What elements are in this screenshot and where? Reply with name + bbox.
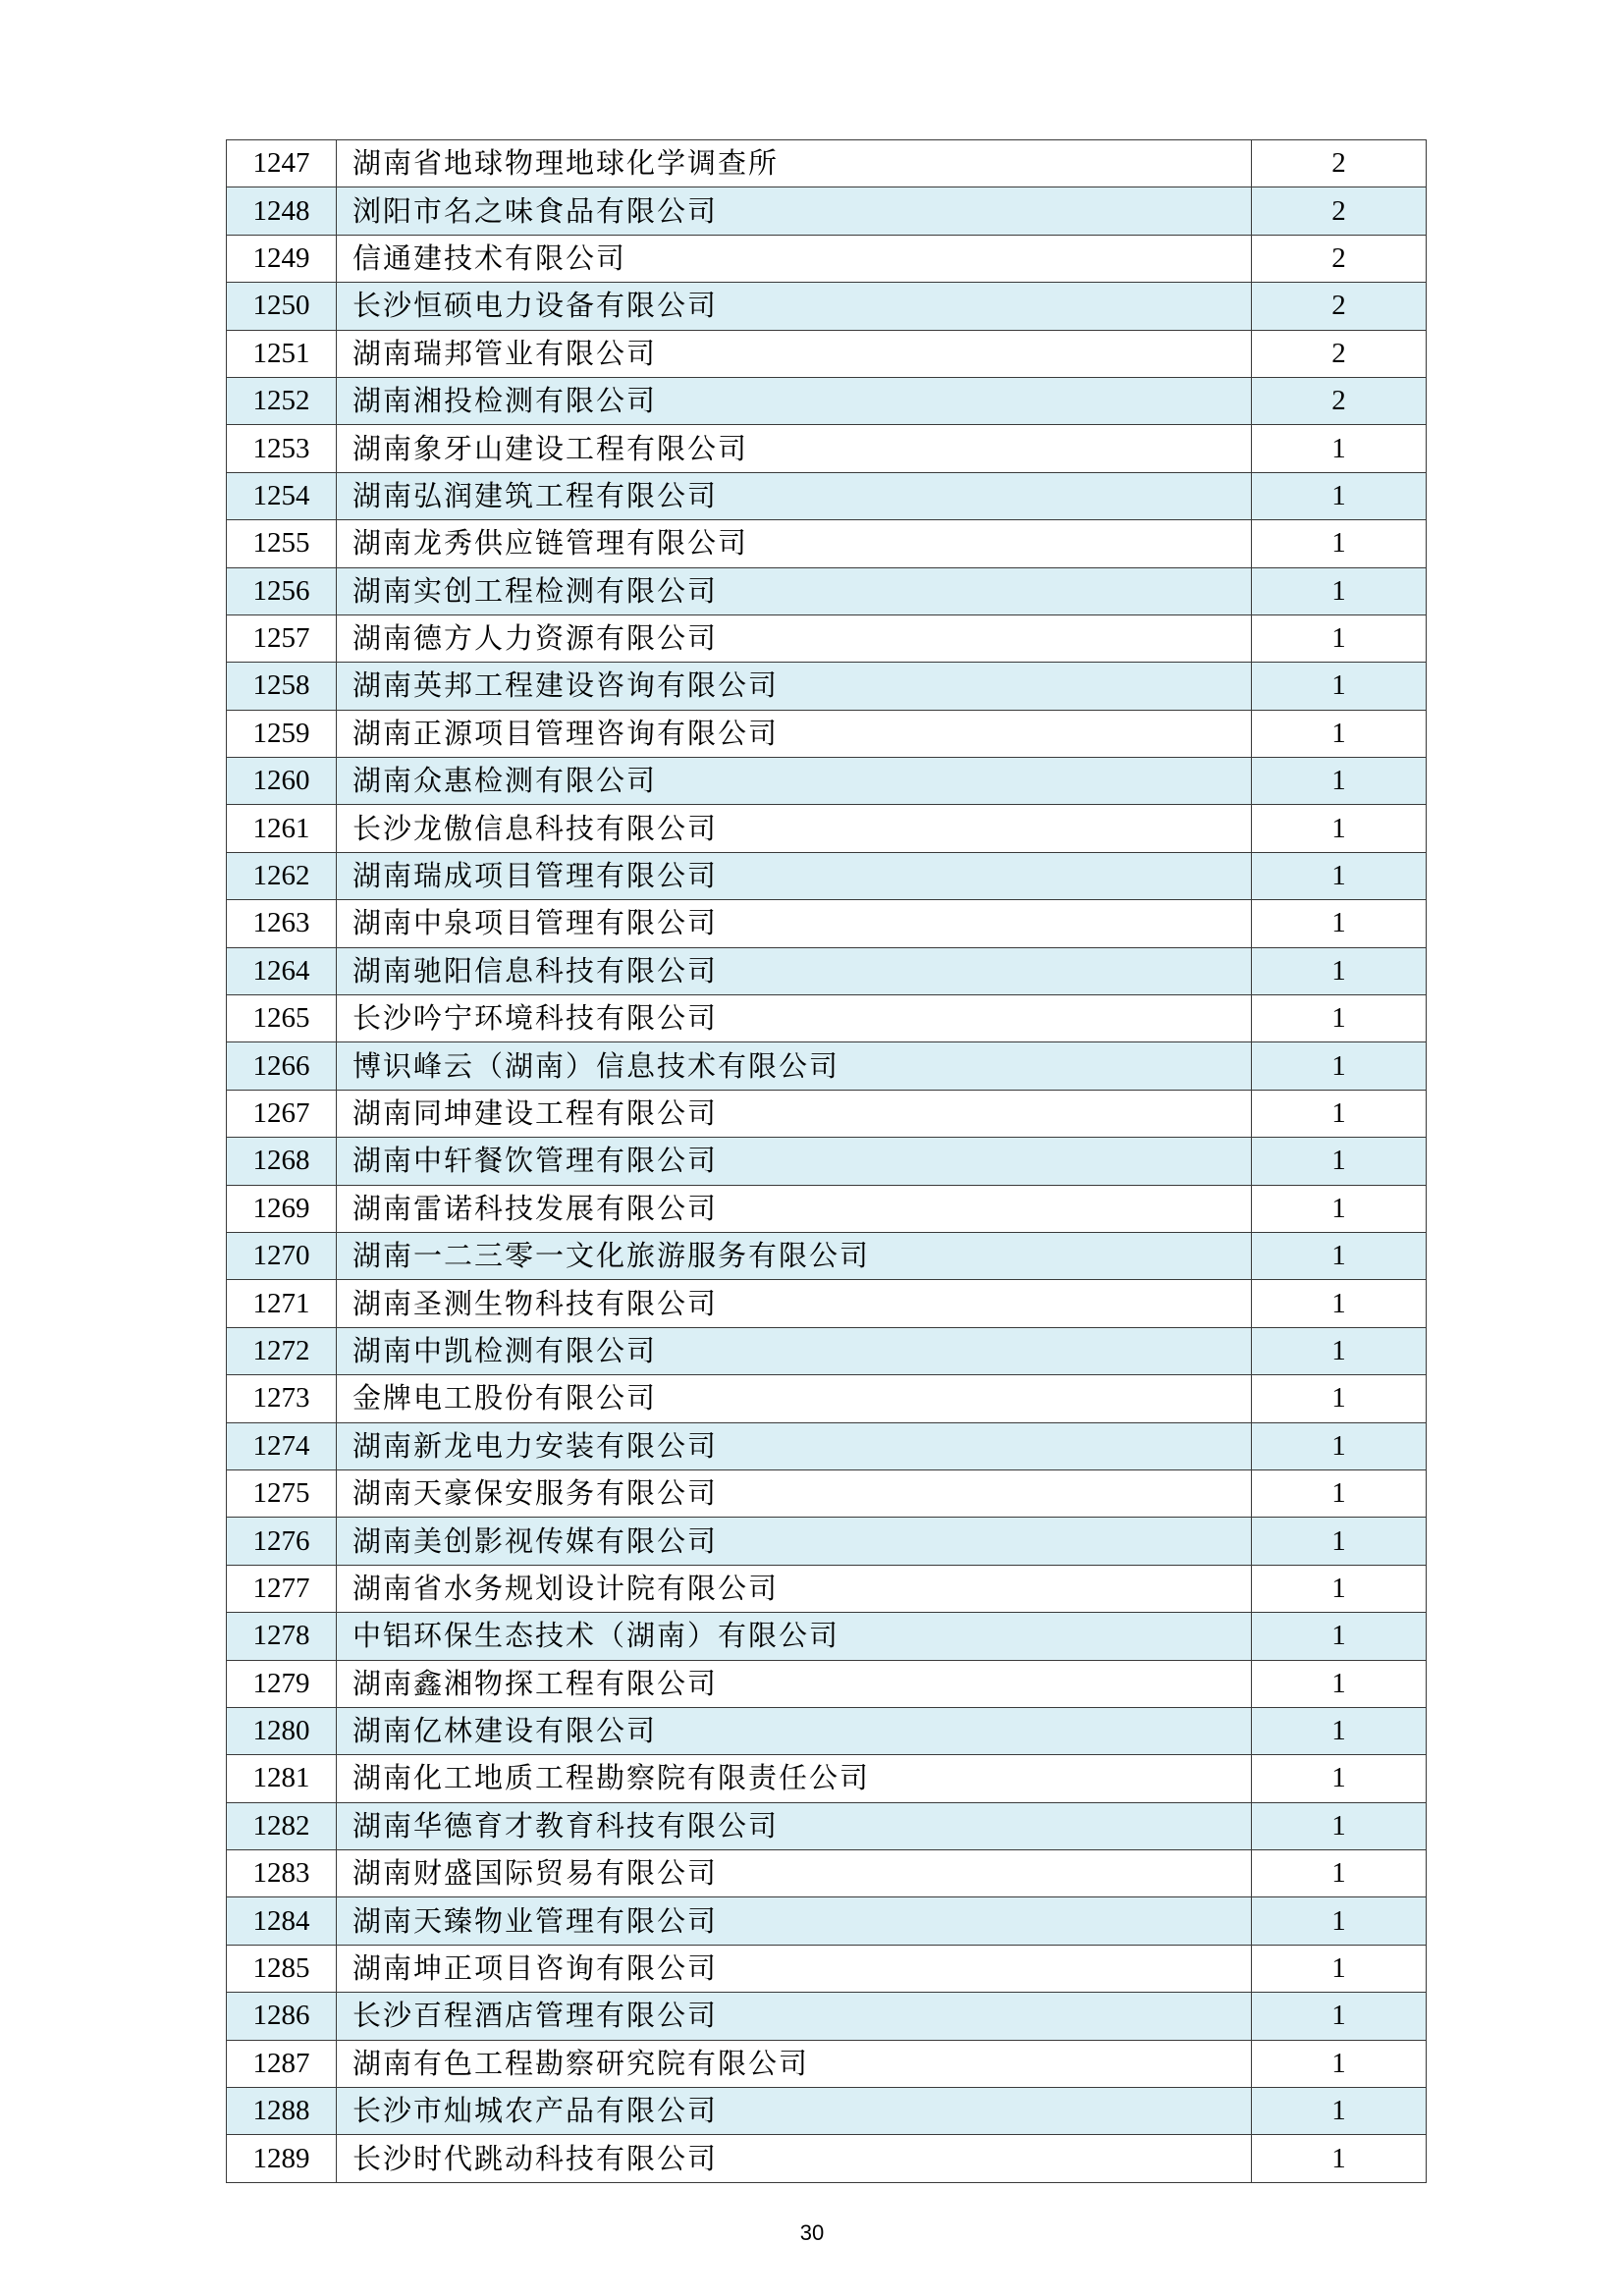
- company-name-cell: 长沙龙傲信息科技有限公司: [337, 805, 1252, 852]
- row-number-cell: 1252: [227, 377, 337, 424]
- count-cell: 1: [1252, 1469, 1427, 1517]
- table-row: [227, 1613, 1427, 1660]
- row-number-cell: 1273: [227, 1375, 337, 1422]
- table-row: [227, 520, 1427, 567]
- company-name-cell: 湖南圣测生物科技有限公司: [337, 1280, 1252, 1327]
- table-row: [227, 1850, 1427, 1897]
- company-name-cell: 长沙吟宁环境科技有限公司: [337, 995, 1252, 1042]
- row-number-cell: 1286: [227, 1993, 337, 2040]
- row-number-cell: 1268: [227, 1138, 337, 1185]
- row-number-cell: 1261: [227, 805, 337, 852]
- table-row: [227, 900, 1427, 947]
- table-row: [227, 140, 1427, 187]
- company-name-cell: 湖南正源项目管理咨询有限公司: [337, 710, 1252, 757]
- company-name-cell: 湖南中凯检测有限公司: [337, 1327, 1252, 1374]
- table-row: [227, 1280, 1427, 1327]
- count-cell: 1: [1252, 1945, 1427, 1992]
- row-number-cell: 1289: [227, 2135, 337, 2182]
- company-name-cell: 信通建技术有限公司: [337, 235, 1252, 282]
- count-cell: 2: [1252, 187, 1427, 235]
- table-row: [227, 614, 1427, 662]
- row-number-cell: 1258: [227, 663, 337, 710]
- table-row: [227, 1565, 1427, 1612]
- count-cell: 1: [1252, 567, 1427, 614]
- count-cell: 1: [1252, 1422, 1427, 1469]
- count-cell: 1: [1252, 1993, 1427, 2040]
- company-name-cell: 湖南中泉项目管理有限公司: [337, 900, 1252, 947]
- table-row: [227, 1802, 1427, 1849]
- row-number-cell: 1248: [227, 187, 337, 235]
- company-name-cell: 中铝环保生态技术（湖南）有限公司: [337, 1613, 1252, 1660]
- company-name-cell: 湖南龙秀供应链管理有限公司: [337, 520, 1252, 567]
- count-cell: 1: [1252, 995, 1427, 1042]
- table-row: [227, 330, 1427, 377]
- row-number-cell: 1266: [227, 1042, 337, 1090]
- company-name-cell: 湖南英邦工程建设咨询有限公司: [337, 663, 1252, 710]
- company-name-cell: 湖南同坤建设工程有限公司: [337, 1090, 1252, 1137]
- table-row: [227, 1945, 1427, 1992]
- row-number-cell: 1250: [227, 283, 337, 330]
- row-number-cell: 1262: [227, 852, 337, 899]
- row-number-cell: 1274: [227, 1422, 337, 1469]
- count-cell: 1: [1252, 1518, 1427, 1565]
- table-row: [227, 758, 1427, 805]
- count-cell: 1: [1252, 1327, 1427, 1374]
- table-row: [227, 947, 1427, 994]
- table-body: [227, 140, 1427, 2183]
- count-cell: 1: [1252, 1802, 1427, 1849]
- row-number-cell: 1254: [227, 472, 337, 519]
- company-name-cell: 湖南财盛国际贸易有限公司: [337, 1850, 1252, 1897]
- row-number-cell: 1285: [227, 1945, 337, 1992]
- company-name-cell: 博识峰云（湖南）信息技术有限公司: [337, 1042, 1252, 1090]
- count-cell: 1: [1252, 1660, 1427, 1707]
- count-cell: 1: [1252, 758, 1427, 805]
- company-name-cell: 湖南化工地质工程勘察院有限责任公司: [337, 1755, 1252, 1802]
- count-cell: 1: [1252, 1897, 1427, 1945]
- company-name-cell: 湖南弘润建筑工程有限公司: [337, 472, 1252, 519]
- row-number-cell: 1255: [227, 520, 337, 567]
- company-name-cell: 湖南省水务规划设计院有限公司: [337, 1565, 1252, 1612]
- row-number-cell: 1259: [227, 710, 337, 757]
- count-cell: 1: [1252, 900, 1427, 947]
- table-row: [227, 2088, 1427, 2135]
- count-cell: 1: [1252, 425, 1427, 472]
- table-row: [227, 1422, 1427, 1469]
- table-row: [227, 852, 1427, 899]
- count-cell: 1: [1252, 1042, 1427, 1090]
- row-number-cell: 1280: [227, 1707, 337, 1754]
- company-name-cell: 湖南实创工程检测有限公司: [337, 567, 1252, 614]
- count-cell: 1: [1252, 2088, 1427, 2135]
- table-row: [227, 2135, 1427, 2182]
- row-number-cell: 1260: [227, 758, 337, 805]
- table-row: [227, 377, 1427, 424]
- table-row: [227, 472, 1427, 519]
- table-row: [227, 1707, 1427, 1754]
- company-name-cell: 湖南有色工程勘察研究院有限公司: [337, 2040, 1252, 2087]
- company-name-cell: 湖南驰阳信息科技有限公司: [337, 947, 1252, 994]
- count-cell: 1: [1252, 1707, 1427, 1754]
- table-row: [227, 1090, 1427, 1137]
- company-name-cell: 湖南雷诺科技发展有限公司: [337, 1185, 1252, 1232]
- row-number-cell: 1263: [227, 900, 337, 947]
- company-name-cell: 湖南亿林建设有限公司: [337, 1707, 1252, 1754]
- count-cell: 1: [1252, 1375, 1427, 1422]
- table-row: [227, 1660, 1427, 1707]
- row-number-cell: 1257: [227, 614, 337, 662]
- row-number-cell: 1276: [227, 1518, 337, 1565]
- company-name-cell: 湖南众惠检测有限公司: [337, 758, 1252, 805]
- company-name-cell: 湖南华德育才教育科技有限公司: [337, 1802, 1252, 1849]
- company-name-cell: 浏阳市名之味食品有限公司: [337, 187, 1252, 235]
- row-number-cell: 1277: [227, 1565, 337, 1612]
- row-number-cell: 1284: [227, 1897, 337, 1945]
- count-cell: 1: [1252, 947, 1427, 994]
- table-row: [227, 187, 1427, 235]
- count-cell: 1: [1252, 520, 1427, 567]
- company-name-cell: 湖南天豪保安服务有限公司: [337, 1469, 1252, 1517]
- count-cell: 1: [1252, 1850, 1427, 1897]
- count-cell: 2: [1252, 235, 1427, 282]
- company-name-cell: 湖南省地球物理地球化学调查所: [337, 140, 1252, 187]
- row-number-cell: 1283: [227, 1850, 337, 1897]
- count-cell: 1: [1252, 805, 1427, 852]
- row-number-cell: 1269: [227, 1185, 337, 1232]
- count-cell: 1: [1252, 1565, 1427, 1612]
- row-number-cell: 1256: [227, 567, 337, 614]
- row-number-cell: 1247: [227, 140, 337, 187]
- table-row: [227, 1042, 1427, 1090]
- table-row: [227, 567, 1427, 614]
- table-row: [227, 1185, 1427, 1232]
- count-cell: 1: [1252, 1755, 1427, 1802]
- company-name-cell: 湖南瑞成项目管理有限公司: [337, 852, 1252, 899]
- table-row: [227, 235, 1427, 282]
- table-row: [227, 425, 1427, 472]
- company-name-cell: 长沙恒硕电力设备有限公司: [337, 283, 1252, 330]
- table-row: [227, 1232, 1427, 1279]
- table-row: [227, 995, 1427, 1042]
- count-cell: 1: [1252, 710, 1427, 757]
- table-row: [227, 1327, 1427, 1374]
- row-number-cell: 1265: [227, 995, 337, 1042]
- company-name-cell: 长沙市灿城农产品有限公司: [337, 2088, 1252, 2135]
- count-cell: 1: [1252, 472, 1427, 519]
- company-name-cell: 湖南中轩餐饮管理有限公司: [337, 1138, 1252, 1185]
- count-cell: 1: [1252, 2135, 1427, 2182]
- count-cell: 2: [1252, 283, 1427, 330]
- table-row: [227, 710, 1427, 757]
- company-name-cell: 湖南湘投检测有限公司: [337, 377, 1252, 424]
- row-number-cell: 1267: [227, 1090, 337, 1137]
- row-number-cell: 1278: [227, 1613, 337, 1660]
- page-number: 30: [799, 2220, 825, 2245]
- row-number-cell: 1287: [227, 2040, 337, 2087]
- row-number-cell: 1253: [227, 425, 337, 472]
- table-row: [227, 1469, 1427, 1517]
- table-row: [227, 805, 1427, 852]
- table-row: [227, 1518, 1427, 1565]
- company-name-cell: 长沙时代跳动科技有限公司: [337, 2135, 1252, 2182]
- row-number-cell: 1272: [227, 1327, 337, 1374]
- company-name-cell: 湖南美创影视传媒有限公司: [337, 1518, 1252, 1565]
- table-row: [227, 1993, 1427, 2040]
- company-table: [226, 139, 1427, 2183]
- table-row: [227, 1755, 1427, 1802]
- company-name-cell: 金牌电工股份有限公司: [337, 1375, 1252, 1422]
- company-name-cell: 湖南新龙电力安装有限公司: [337, 1422, 1252, 1469]
- table-row: [227, 1897, 1427, 1945]
- count-cell: 1: [1252, 1138, 1427, 1185]
- count-cell: 1: [1252, 1090, 1427, 1137]
- company-name-cell: 湖南坤正项目咨询有限公司: [337, 1945, 1252, 1992]
- row-number-cell: 1281: [227, 1755, 337, 1802]
- count-cell: 1: [1252, 2040, 1427, 2087]
- count-cell: 1: [1252, 663, 1427, 710]
- table-row: [227, 1375, 1427, 1422]
- count-cell: 1: [1252, 614, 1427, 662]
- table-row: [227, 1138, 1427, 1185]
- row-number-cell: 1249: [227, 235, 337, 282]
- count-cell: 2: [1252, 330, 1427, 377]
- count-cell: 1: [1252, 1185, 1427, 1232]
- company-name-cell: 湖南一二三零一文化旅游服务有限公司: [337, 1232, 1252, 1279]
- company-name-cell: 湖南德方人力资源有限公司: [337, 614, 1252, 662]
- row-number-cell: 1279: [227, 1660, 337, 1707]
- row-number-cell: 1251: [227, 330, 337, 377]
- table-row: [227, 283, 1427, 330]
- row-number-cell: 1282: [227, 1802, 337, 1849]
- company-name-cell: 长沙百程酒店管理有限公司: [337, 1993, 1252, 2040]
- row-number-cell: 1264: [227, 947, 337, 994]
- company-name-cell: 湖南鑫湘物探工程有限公司: [337, 1660, 1252, 1707]
- company-name-cell: 湖南瑞邦管业有限公司: [337, 330, 1252, 377]
- count-cell: 2: [1252, 377, 1427, 424]
- company-name-cell: 湖南天臻物业管理有限公司: [337, 1897, 1252, 1945]
- count-cell: 1: [1252, 1232, 1427, 1279]
- row-number-cell: 1275: [227, 1469, 337, 1517]
- table-row: [227, 663, 1427, 710]
- count-cell: 1: [1252, 1280, 1427, 1327]
- row-number-cell: 1271: [227, 1280, 337, 1327]
- table-row: [227, 2040, 1427, 2087]
- row-number-cell: 1270: [227, 1232, 337, 1279]
- count-cell: 1: [1252, 1613, 1427, 1660]
- row-number-cell: 1288: [227, 2088, 337, 2135]
- company-name-cell: 湖南象牙山建设工程有限公司: [337, 425, 1252, 472]
- count-cell: 1: [1252, 852, 1427, 899]
- count-cell: 2: [1252, 140, 1427, 187]
